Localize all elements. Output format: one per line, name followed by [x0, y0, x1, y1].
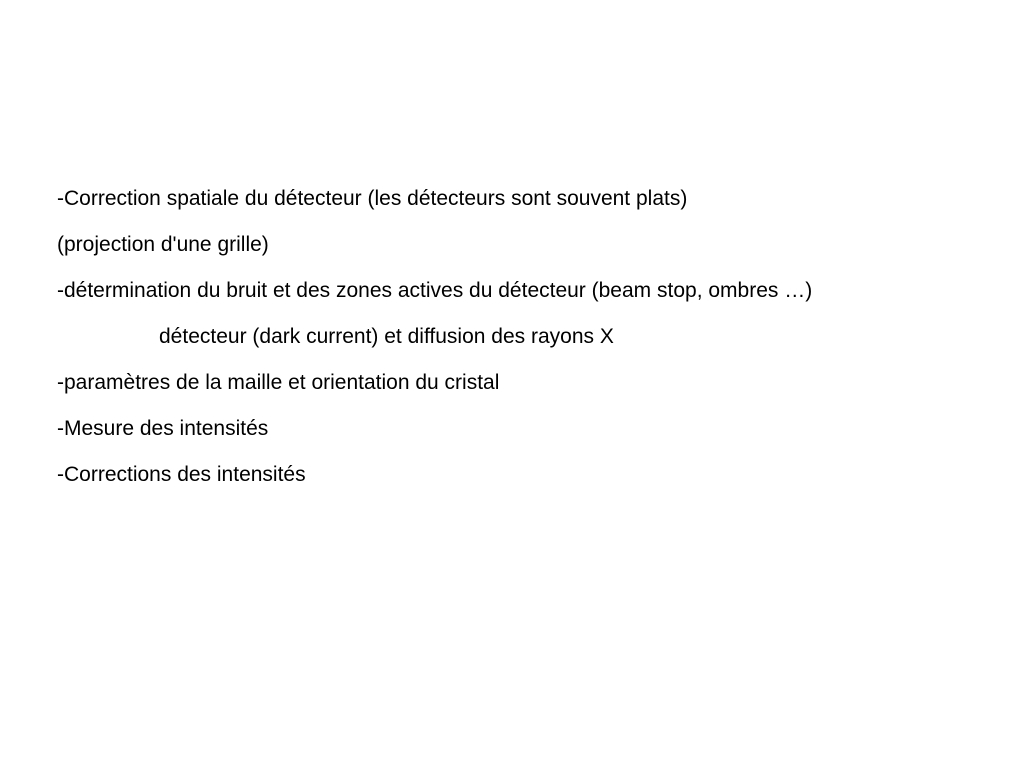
list-item-grid-projection: (projection d'une grille): [57, 233, 269, 256]
list-item-detector-dark-current: détecteur (dark current) et diffusion des rayons X: [159, 325, 614, 348]
list-item-cell-parameters: -paramètres de la maille et orientation du cristal: [57, 371, 500, 394]
list-item-intensity-measurement: -Mesure des intensités: [57, 417, 269, 440]
slide-body-text: [57, 176, 1007, 498]
list-item-intensity-corrections: -Corrections des intensités: [57, 463, 306, 486]
list-item-noise-determination: -détermination du bruit et des zones actives du détecteur (beam stop, ombres …): [57, 279, 813, 302]
list-item-spatial-correction: -Correction spatiale du détecteur (les détecteurs sont souvent plats): [57, 187, 688, 210]
